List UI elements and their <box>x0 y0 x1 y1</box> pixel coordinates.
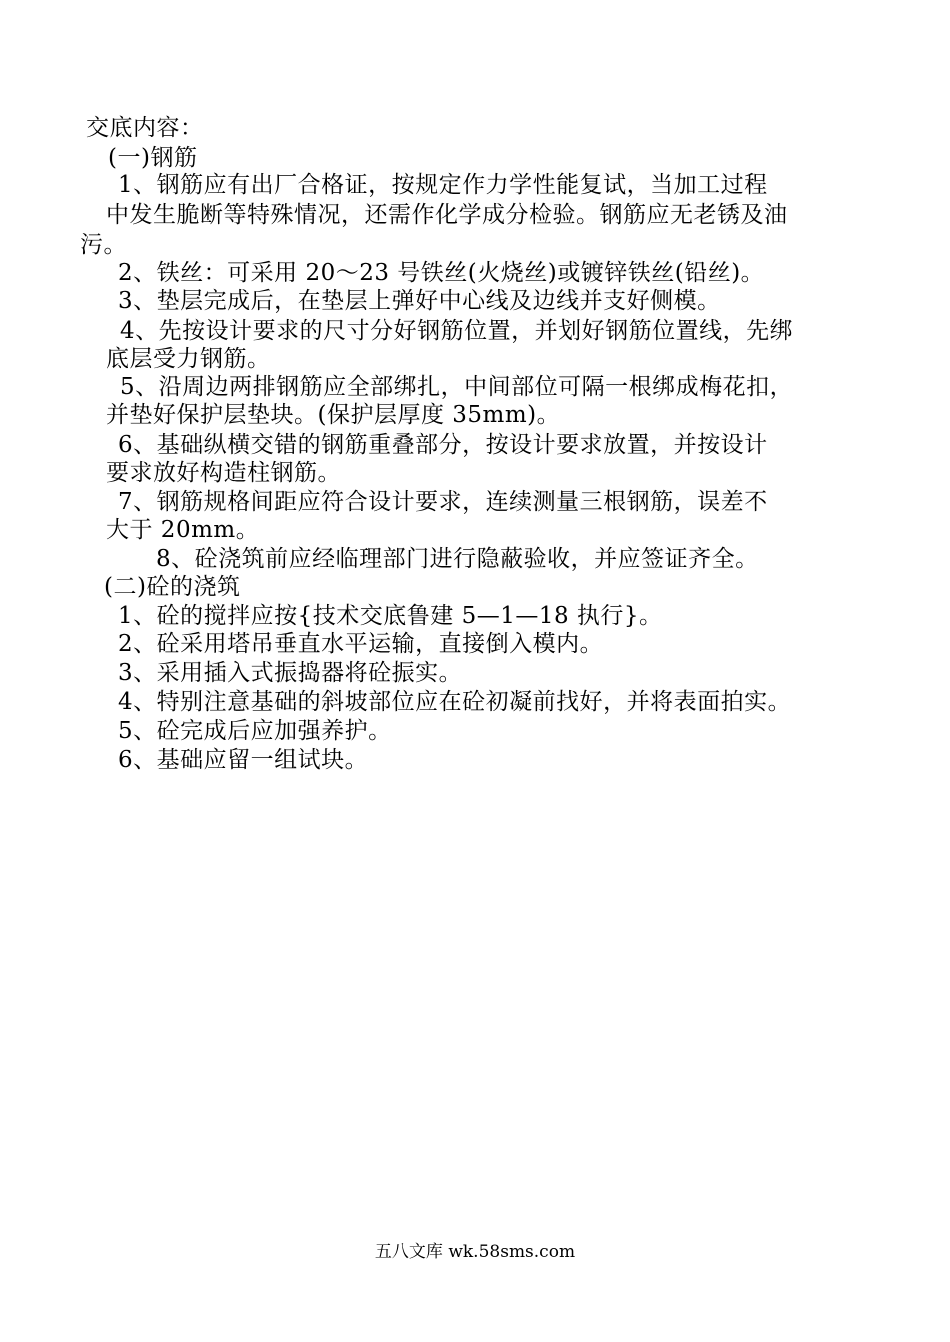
rebar-item-7-line-2: 大于 20mm。 <box>106 517 260 543</box>
rebar-item-4-line-1: 4、先按设计要求的尺寸分好钢筋位置，并划好钢筋位置线，先绑 <box>120 318 794 344</box>
concrete-item-1: 1、砼的搅拌应按{技术交底鲁建 5—1—18 执行}。 <box>118 603 663 629</box>
rebar-item-8: 8、砼浇筑前应经临理部门进行隐蔽验收，并应签证齐全。 <box>156 546 759 572</box>
rebar-item-3: 3、垫层完成后，在垫层上弹好中心线及边线并支好侧模。 <box>118 288 721 314</box>
rebar-item-4-line-2: 底层受力钢筋。 <box>106 346 271 372</box>
rebar-item-6-line-2: 要求放好构造柱钢筋。 <box>106 460 341 486</box>
document-heading: 交底内容： <box>86 115 204 141</box>
rebar-item-1-line-2: 中发生脆断等特殊情况，还需作化学成分检验。钢筋应无老锈及油 <box>106 202 788 228</box>
rebar-item-2: 2、铁丝：可采用 20～23 号铁丝(火烧丝)或镀锌铁丝(铅丝)。 <box>118 260 765 286</box>
concrete-item-2: 2、砼采用塔吊垂直水平运输，直接倒入模内。 <box>118 631 604 657</box>
rebar-item-7-line-1: 7、钢筋规格间距应符合设计要求，连续测量三根钢筋，误差不 <box>118 489 768 515</box>
rebar-item-1-line-3: 污。 <box>80 232 127 258</box>
concrete-item-3: 3、采用插入式振捣器将砼振实。 <box>118 660 463 686</box>
concrete-item-6: 6、基础应留一组试块。 <box>118 747 369 773</box>
footer-watermark: 五八文库 wk.58sms.com <box>374 1242 576 1262</box>
section-title-rebar: (一)钢筋 <box>108 145 198 171</box>
concrete-item-4: 4、特别注意基础的斜坡部位应在砼初凝前找好，并将表面拍实。 <box>118 689 792 715</box>
rebar-item-5-line-1: 5、沿周边两排钢筋应全部绑扎，中间部位可隔一根绑成梅花扣， <box>120 374 794 400</box>
section-title-concrete: (二)砼的浇筑 <box>104 574 241 600</box>
rebar-item-1-line-1: 1、钢筋应有出厂合格证，按规定作力学性能复试，当加工过程 <box>118 172 768 198</box>
concrete-item-5: 5、砼完成后应加强养护。 <box>118 718 392 744</box>
rebar-item-6-line-1: 6、基础纵横交错的钢筋重叠部分，按设计要求放置，并按设计 <box>118 432 768 458</box>
rebar-item-5-line-2: 并垫好保护层垫块。(保护层厚度 35mm)。 <box>106 402 561 428</box>
